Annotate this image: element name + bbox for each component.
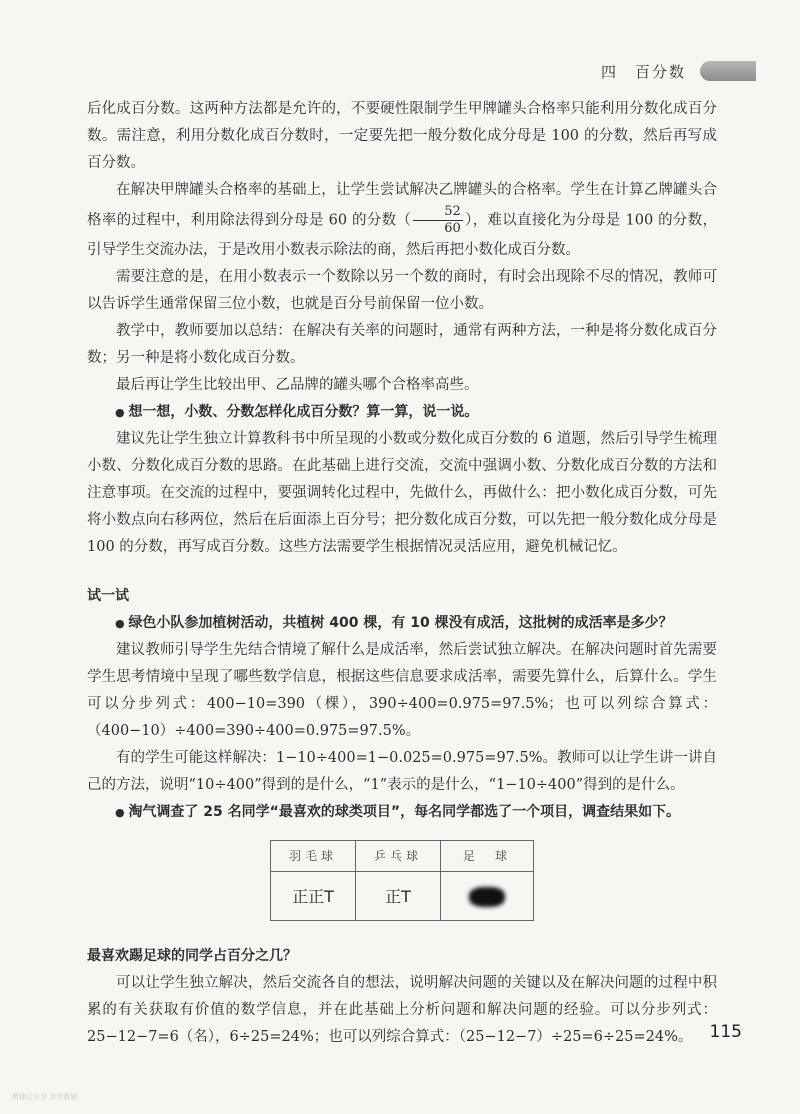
paragraph: 需要注意的是，在用小数表示一个数除以另一个数的商时，有时会出现除不尽的情况，教师可以告诉学生通常保留三位小数，也就是百分号前保留一位小数。 xyxy=(87,269,717,312)
chapter-header xyxy=(601,58,756,84)
bullet-heading: ● 淘气调查了 25 名同学“最喜欢的球类项目”，每名同学都选了一个项目，调查结果如下。 xyxy=(87,799,717,826)
tally-table xyxy=(270,840,534,921)
table-cell: 正正T xyxy=(271,872,356,921)
paragraph: 教学中，教师要加以总结：在解决有关率的问题时，通常有两种方法，一种是将分数化成百分数；另一种是将小数化成百分数。 xyxy=(87,323,717,366)
paragraph-text: ），难以直接化为分母是 100 的分数，引导学生交流办法，于是改用小数表示除法的商，然后再把小数化成百分数。 xyxy=(87,212,717,258)
table-cell-obscured xyxy=(441,872,534,921)
chapter-title: 四 百分数 xyxy=(600,62,686,81)
fraction-denominator: 60 xyxy=(444,221,461,236)
table-header: 乒乓球 xyxy=(356,841,441,872)
bullet-heading: ● 绿色小队参加植树活动，共植树 400 棵，有 10 棵没有成活，这批树的成活率是多少？ xyxy=(87,610,717,637)
table-row xyxy=(271,872,534,921)
table-header-row xyxy=(271,841,534,872)
page-body xyxy=(87,96,717,1051)
watermark: 教辅云分享 享受教辅 xyxy=(12,1093,78,1101)
tally-table-wrapper xyxy=(87,840,717,921)
fraction-numerator: 52 xyxy=(413,204,463,221)
table-header: 羽毛球 xyxy=(271,841,356,872)
bullet-heading: ● 想一想，小数、分数怎样化成百分数？算一算，说一说。 xyxy=(87,399,717,426)
table-cell: 正T xyxy=(356,872,441,921)
paragraph: 建议先让学生独立计算教科书中所呈现的小数或分数化成百分数的 6 道题，然后引导学生梳理小数、分数化成百分数的思路。在此基础上进行交流，交流中强调小数、分数化成百分数的方法和注意事项。在交流的过程中，要强调转化过程中，先做什么，再做什么：把小数化成百分数，可先将小数点向右移两位，然后在后面添上百分号；把分数化成百分数，可以先把一般分数化成分母是 100 的分数，再写成百分数。这些方法需要学生根据情况灵活应用，避免机械记忆。 xyxy=(87,431,717,555)
question: 最喜欢踢足球的同学占百分之几？ xyxy=(87,948,297,964)
paragraph: 建议教师引导学生先结合情境了解什么是成活率，然后尝试独立解决。在解决问题时首先需要学生思考情境中呈现了哪些数学信息，根据这些信息要求成活率，需要先算什么，后算什么。学生可以分步列式：400−10=390（棵），390÷400=0.975=97.5%；也可以列综合算式：（400−10）÷400=390÷400=0.975=97.5%。 xyxy=(87,642,717,739)
paragraph: 可以让学生独立解决，然后交流各自的想法，说明解决问题的关键以及在解决问题的过程中积累的有关获取有价值的数学信息，并在此基础上分析问题和解决问题的经验。可以分步列式：25−12−7=6（名），6÷25=24%；也可以列综合算式：（25−12−7）÷25=6÷25=24%。 xyxy=(87,975,717,1045)
paragraph: 有的学生可能这样解决：1−10÷400=1−0.025=0.975=97.5%。教师可以让学生讲一讲自己的方法，说明“10÷400”得到的是什么，“1”表示的是什么，“1−10÷400”得到的是什么。 xyxy=(87,750,717,793)
paragraph: 最后再让学生比较出甲、乙品牌的罐头哪个合格率高些。 xyxy=(116,377,479,393)
fraction xyxy=(413,204,463,237)
paragraph: 后化成百分数。这两种方法都是允许的，不要硬性限制学生甲牌罐头合格率只能利用分数化成百分数。需注意，利用分数化成百分数时，一定要先把一般分数化成分母是 100 的分数，然后再写成百分数。 xyxy=(87,101,717,171)
section-title: 试一试 xyxy=(87,588,129,604)
page-number: 115 xyxy=(709,1022,742,1042)
ink-smudge xyxy=(469,887,505,907)
paragraph xyxy=(87,177,717,264)
table-header: 足 球 xyxy=(441,841,534,872)
paragraph-text: 在解决甲牌罐头合格率的基础上，让学生尝试解决乙牌罐头的合格率。学生在计算乙牌罐头合格率的过程中，利用除法得到分母是 60 的分数（ xyxy=(87,182,717,229)
chapter-tab-marker xyxy=(700,61,756,81)
